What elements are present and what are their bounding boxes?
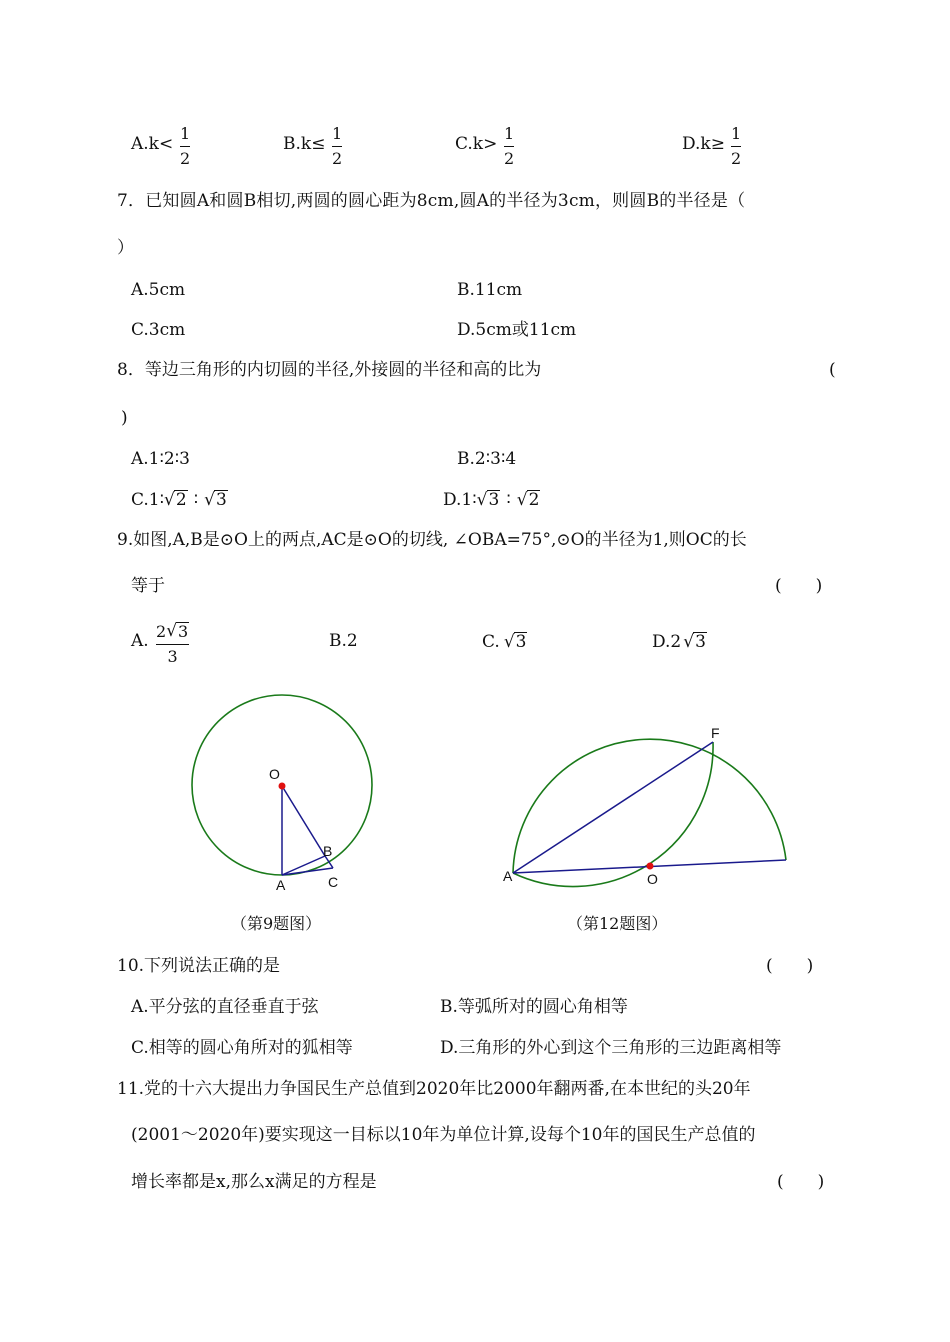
q9-answer-paren: ( ) xyxy=(775,576,823,596)
radicand: 3 xyxy=(216,490,227,510)
coefficient: 2 xyxy=(156,622,167,641)
option-label: D.1∶ xyxy=(443,490,477,510)
radicand: 2 xyxy=(175,490,187,510)
q9-stem-line1: 9.如图,A,B是⊙O上的两点,AC是⊙O的切线, ∠OBA=75°,⊙O的半径为1,则OC的长 xyxy=(117,530,747,550)
fraction-denominator: 2 xyxy=(504,149,515,168)
q8-answer-paren-close: ) xyxy=(121,408,128,428)
sqrt-expression: √ 3 xyxy=(204,490,227,510)
q6-option-c-fraction xyxy=(504,126,514,167)
sqrt-expression: √ 3 xyxy=(503,632,527,652)
q7-option-b: B.11cm xyxy=(457,280,523,300)
label-f: F xyxy=(711,725,720,741)
figure-9-caption: （第9题图） xyxy=(231,914,322,933)
q8-stem: 8．等边三角形的内切圆的半径,外接圆的半径和高的比为 xyxy=(117,360,542,380)
q10-option-b: B.等弧所对的圆心角相等 xyxy=(440,997,628,1017)
q6-option-b-fraction xyxy=(332,126,342,167)
label-a: A xyxy=(276,877,286,893)
fraction-numerator: 1 xyxy=(504,124,515,143)
q8-option-b: B.2∶3∶4 xyxy=(457,449,517,469)
radicand: 3 xyxy=(515,632,527,652)
q6-option-a-label: A.k< xyxy=(131,134,174,154)
q9-option-d xyxy=(652,632,707,651)
fraction-denominator: 2 xyxy=(180,149,191,168)
q11-line3: 增长率都是x,那么x满足的方程是 xyxy=(131,1172,377,1192)
q9-option-a-fraction xyxy=(156,622,189,665)
fraction-numerator: 1 xyxy=(332,124,343,143)
radicand: 3 xyxy=(695,632,706,652)
figure-12-caption: （第12题图） xyxy=(567,914,668,933)
q10-option-c: C.相等的圆心角所对的狐相等 xyxy=(131,1038,353,1058)
center-point-o xyxy=(647,863,654,870)
q8-option-c xyxy=(131,490,228,509)
q9-option-a-label: A. xyxy=(131,631,149,651)
option-label: C.1∶ xyxy=(131,490,165,510)
q7-stem-line2: ） xyxy=(117,238,134,258)
geometry-figures xyxy=(0,690,950,950)
sqrt-expression: √ 3 xyxy=(166,621,189,641)
fraction-denominator: 2 xyxy=(332,149,343,168)
fraction-denominator: 3 xyxy=(167,647,178,666)
label-o: O xyxy=(647,871,658,887)
fraction-numerator: 1 xyxy=(731,124,742,143)
q6-option-b-label: B.k≤ xyxy=(283,134,326,154)
q9-option-b: B.2 xyxy=(329,631,358,651)
q7-option-d: D.5cm或11cm xyxy=(457,320,577,340)
center-point-o xyxy=(279,783,286,790)
radicand: 3 xyxy=(178,622,189,641)
fraction-numerator xyxy=(156,622,189,640)
fraction-numerator: 1 xyxy=(180,124,191,143)
q9-option-c xyxy=(482,632,527,651)
q10-answer-paren: ( ) xyxy=(766,956,814,976)
q8-option-d xyxy=(443,490,540,509)
q8-option-a: A.1∶2∶3 xyxy=(131,449,190,469)
ratio-separator: ∶ xyxy=(506,490,511,510)
q6-option-d-label: D.k≥ xyxy=(682,134,725,154)
label-b: B xyxy=(323,843,333,859)
large-arc xyxy=(513,739,786,873)
q9-stem-line2: 等于 xyxy=(131,576,165,596)
q6-option-c-label: C.k> xyxy=(455,134,498,154)
figure-9 xyxy=(192,695,372,893)
segment-ob xyxy=(282,786,325,856)
q11-line1: 11.党的十六大提出力争国民生产总值到2020年比2000年翻两番,在本世纪的头20年 xyxy=(117,1079,751,1099)
fraction-denominator: 2 xyxy=(731,149,742,168)
radicand: 3 xyxy=(488,490,500,510)
q10-stem: 10.下列说法正确的是 xyxy=(117,956,281,976)
q8-answer-paren-open: ( xyxy=(829,360,836,380)
q11-answer-paren: ( ) xyxy=(777,1172,825,1192)
sqrt-expression: √ 3 xyxy=(476,490,500,510)
radicand: 2 xyxy=(528,490,540,510)
q7-stem-line1: 7．已知圆A和圆B相切,两圆的圆心距为8cm,圆A的半径为3cm，则圆B的半径是（ xyxy=(117,191,746,211)
ratio-separator: ∶ xyxy=(193,490,199,510)
q10-option-a: A.平分弦的直径垂直于弦 xyxy=(131,997,319,1017)
label-o: O xyxy=(269,766,280,782)
label-c: C xyxy=(328,874,339,890)
q7-option-a: A.5cm xyxy=(131,280,186,300)
option-label: D.2 xyxy=(652,632,682,652)
sqrt-expression: √ 3 xyxy=(683,632,706,652)
q10-option-d: D.三角形的外心到这个三角形的三边距离相等 xyxy=(440,1038,782,1058)
q6-option-a-fraction xyxy=(180,126,190,167)
sqrt-expression: √ 2 xyxy=(516,490,540,510)
segment-af xyxy=(513,742,713,873)
figure-12 xyxy=(503,725,786,887)
sqrt-expression: √ 2 xyxy=(164,490,187,510)
option-label: C. xyxy=(482,632,500,652)
q6-option-d-fraction xyxy=(731,126,741,167)
label-a: A xyxy=(503,868,513,884)
q11-line2: (2001～2020年)要实现这一目标以10年为单位计算,设每个10年的国民生产总值的 xyxy=(131,1125,756,1145)
q7-option-c: C.3cm xyxy=(131,320,186,340)
